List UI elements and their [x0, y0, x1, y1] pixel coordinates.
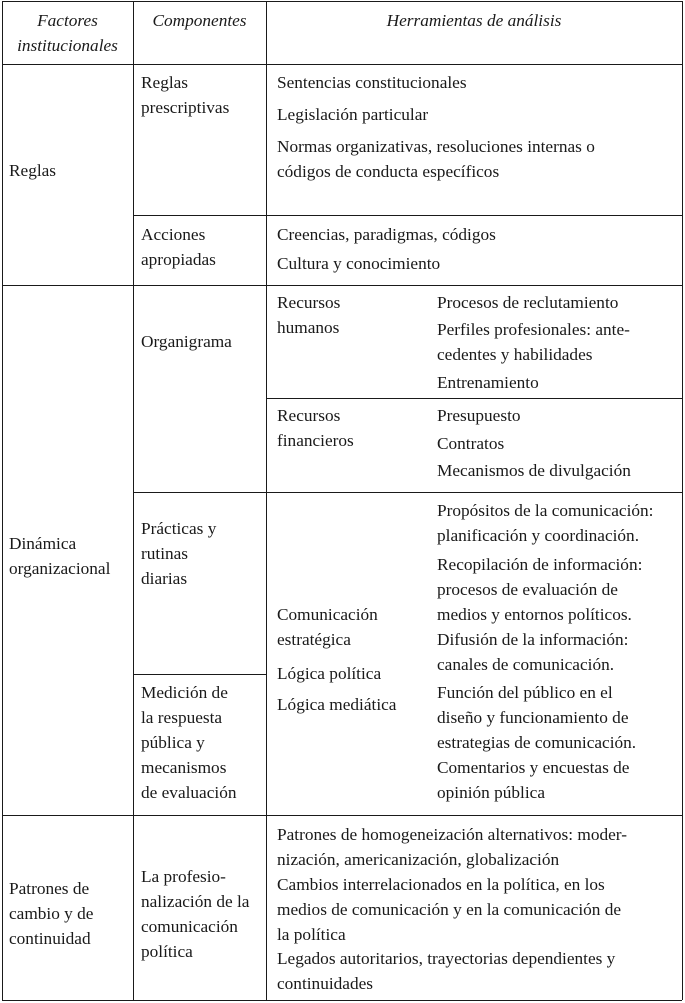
tool-reclutamiento: Procesos de reclutamiento [437, 293, 619, 312]
tool-sentencias: Sentencias constitucionales [277, 73, 467, 92]
sub-recursos-financieros: Recursos financieros [277, 406, 354, 450]
tool-cambios: Cambios interrelacionados en la política, en los medios de comunicación y en la comunicación de la política [277, 875, 622, 944]
dinamica-bottom-rule [2, 815, 682, 816]
table-top-rule [2, 1, 682, 2]
component-medicion: Medición de la respuesta pública y mecanismos de evaluación [141, 683, 237, 802]
sub-logica-politica: Lógica política [277, 664, 382, 683]
factor-reglas: Reglas [9, 161, 57, 180]
tool-comentarios: Comentarios y encuestas de opinión pública [437, 758, 630, 802]
recursos-split-rule [266, 398, 682, 399]
organigrama-bottom-rule [133, 492, 682, 493]
tool-legados: Legados autoritarios, trayectorias dependientes y continuidades [277, 949, 616, 993]
component-organigrama: Organigrama [141, 332, 232, 351]
sub-recursos-humanos: Recursos humanos [277, 293, 341, 337]
col2-col3-rule [266, 1, 267, 1000]
sub-logica-mediatica: Lógica mediática [277, 695, 397, 714]
table-bottom-rule [2, 1000, 682, 1001]
factor-patrones: Patrones de cambio y de continuidad [9, 879, 94, 948]
tool-cultura: Cultura y conocimiento [277, 254, 441, 273]
tool-normas: Normas organizativas, resoluciones internas o códigos de conducta específicos [277, 137, 595, 181]
component-practicas: Prácticas y rutinas diarias [141, 519, 217, 588]
practicas-bottom-rule [133, 674, 266, 675]
tool-homogeneizacion: Patrones de homogeneización alternativos: moder- nización, americanización, globalización [277, 825, 627, 869]
header-herramientas: Herramientas de análisis [386, 11, 562, 30]
reglas-bottom-rule [2, 285, 682, 286]
header-factores: Factores institucionales [17, 11, 118, 55]
col1-col2-rule [133, 1, 134, 1000]
tool-funcion-publico: Función del público en el diseño y funcionamiento de estrategias de comunicación. [437, 683, 637, 752]
tool-presupuesto: Presupuesto [437, 406, 521, 425]
tool-propositos: Propósitos de la comunicación: planificación y coordinación. [437, 501, 654, 545]
tool-legislacion: Legislación particular [277, 105, 429, 124]
tool-creencias: Creencias, paradigmas, códigos [277, 225, 496, 244]
tool-recopilacion: Recopilación de información: procesos de evaluación de medios y entornos políticos. [437, 555, 643, 624]
sub-comunicacion-estrategica: Comunicación estratégica [277, 605, 378, 649]
component-profesionalizacion: La profesio- nalización de la comunicación política [141, 867, 250, 961]
table-right-rule [682, 1, 683, 1000]
header-componentes: Componentes [152, 11, 247, 30]
tool-entrenamiento: Entrenamiento [437, 373, 539, 392]
header-bottom-rule [2, 64, 682, 65]
tool-divulgacion: Mecanismos de divulgación [437, 461, 631, 480]
tool-difusion: Difusión de la información: canales de comunicación. [437, 630, 629, 674]
factor-dinamica: Dinámica organizacional [9, 534, 111, 578]
component-acciones-apropiadas: Acciones apropiadas [141, 225, 216, 269]
reglas-split-rule [133, 215, 682, 216]
table-left-rule [2, 1, 3, 1000]
component-reglas-prescriptivas: Reglas prescriptivas [141, 73, 230, 117]
tool-perfiles: Perfiles profesionales: ante- cedentes y habilidades [437, 320, 630, 364]
tool-contratos: Contratos [437, 434, 505, 453]
